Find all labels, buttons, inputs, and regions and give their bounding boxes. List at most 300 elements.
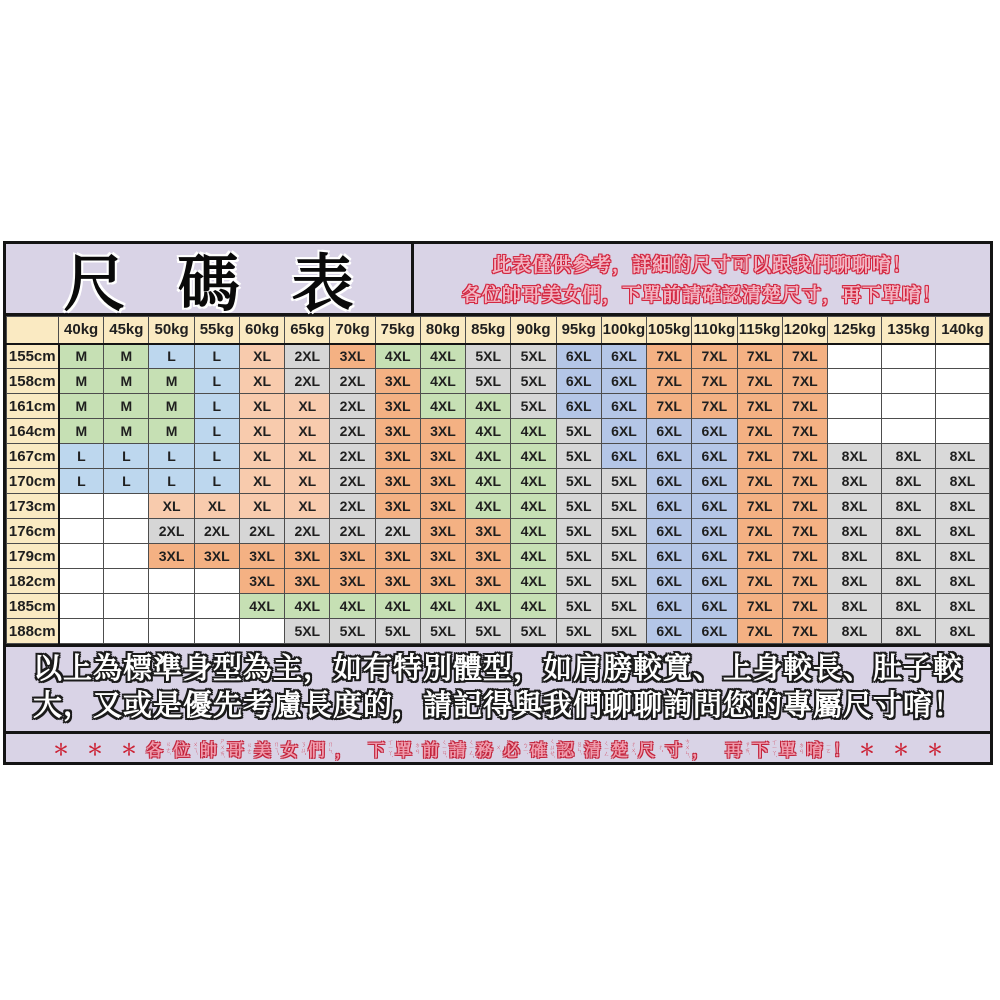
size-cell: 6XL [647,494,692,519]
size-cell: 6XL [692,544,737,569]
height-label-cell: 155cm [7,344,59,369]
empty-cell [59,494,104,519]
size-cell: 3XL [375,544,420,569]
size-cell: 8XL [882,544,936,569]
empty-cell [828,419,882,444]
size-cell: XL [239,344,284,369]
size-cell: 5XL [556,494,601,519]
size-cell: 7XL [737,469,782,494]
size-cell: L [104,444,149,469]
size-cell: 8XL [828,469,882,494]
size-cell: M [104,394,149,419]
ticker-char: 務 [476,740,493,760]
empty-cell [59,519,104,544]
size-cell: 7XL [782,369,827,394]
size-cell: 4XL [511,519,556,544]
size-cell: 7XL [647,344,692,369]
size-cell: 3XL [375,394,420,419]
ticker-star: ＊ [86,741,103,759]
size-chart-sheet [3,241,993,765]
title-panel [6,244,414,319]
size-cell: 4XL [239,594,284,619]
size-cell: 2XL [375,519,420,544]
size-cell: 5XL [601,469,646,494]
size-cell: 6XL [556,394,601,419]
ticker-star: ＊ [893,741,910,759]
empty-cell [104,594,149,619]
size-cell: XL [194,494,239,519]
size-cell: 4XL [511,594,556,619]
size-cell: L [194,469,239,494]
size-cell: 6XL [692,594,737,619]
size-cell: 7XL [737,619,782,644]
size-cell: M [59,419,104,444]
empty-cell [882,419,936,444]
weight-header-cell: 90kg [511,317,556,344]
ticker-zhuyin: ㄨㄟˋ [191,741,197,755]
height-label-cell: 182cm [7,569,59,594]
size-cell: 5XL [601,569,646,594]
size-cell: 2XL [330,469,375,494]
size-cell: 5XL [511,344,556,369]
size-cell: 5XL [511,619,556,644]
empty-cell [59,594,104,619]
ticker-char: 寸 [665,740,682,760]
size-cell: 8XL [828,444,882,469]
empty-cell [59,619,104,644]
ticker-char: 尺 [638,740,655,760]
footer-band [6,644,990,731]
weight-header-cell: 70kg [330,317,375,344]
ticker-char: 位 [173,740,190,760]
weight-header-cell: 105kg [647,317,692,344]
weight-header-cell: 50kg [149,317,194,344]
size-cell: 5XL [556,519,601,544]
empty-cell [828,394,882,419]
size-cell: 4XL [511,444,556,469]
size-cell: 2XL [330,519,375,544]
ticker-zhuyin: ㄉㄢ [797,742,803,754]
weight-header-cell: 100kg [601,317,646,344]
ticker-zhuyin: ㄋㄩˇ [299,741,305,755]
ticker-zhuyin: ㄒㄧㄚˋ [770,738,776,758]
ticker-zhuyin: ㄇㄟˇ [272,741,278,755]
size-cell: 3XL [420,544,465,569]
weight-header-row [7,317,990,344]
size-cell: 6XL [601,394,646,419]
ticker-char: 各 [146,740,163,760]
size-cell: 6XL [601,369,646,394]
ticker-char: 認 [557,740,574,760]
table-row [7,344,990,369]
size-cell: 7XL [647,394,692,419]
ticker-zhuyin: ㄑㄩㄝˋ [548,738,554,758]
size-cell: 7XL [782,569,827,594]
size-cell: M [149,394,194,419]
size-cell: 5XL [556,619,601,644]
size-cell: 4XL [420,344,465,369]
weight-header-cell: 140kg [936,317,990,344]
size-cell: XL [239,369,284,394]
size-cell: 6XL [692,469,737,494]
size-cell: 5XL [285,619,330,644]
ticker-zhuyin: ㄉㄢ [413,742,419,754]
ticker-char: 美 [254,740,271,760]
size-cell: XL [285,419,330,444]
size-cell: 2XL [239,519,284,544]
size-cell: 4XL [466,444,511,469]
weight-header-cell: 85kg [466,317,511,344]
size-cell: 5XL [601,594,646,619]
header-band [6,244,990,319]
size-cell: 7XL [782,519,827,544]
ticker-zhuyin: ㄍㄜˋ [164,741,170,755]
ticker-char: 哥 [227,740,244,760]
ticker-zhuyin: ㄖㄣˋ [575,741,581,755]
ticker-char: 帥 [200,740,217,760]
size-cell: XL [285,494,330,519]
size-cell: 7XL [782,419,827,444]
table-row [7,394,990,419]
size-cell: 6XL [692,444,737,469]
size-cell: 8XL [882,469,936,494]
size-cell: 3XL [420,569,465,594]
size-cell: 7XL [782,594,827,619]
size-cell: XL [239,444,284,469]
size-cell: 6XL [692,619,737,644]
ticker-char: 單 [395,740,412,760]
size-cell: XL [239,494,284,519]
footer-note-line1: 以上為標準身型為主，如有特別體型，如肩膀較寬、上身較長、肚子較 [32,653,963,685]
size-cell: XL [285,469,330,494]
table-row [7,494,990,519]
footer-note-line2: 大，又或是優先考慮長度的，請記得與我們聊聊詢問您的專屬尺寸唷！ [32,690,963,722]
ticker-zhuyin: ㄑㄧㄥ [602,739,608,757]
ticker-star: ＊ [52,741,69,759]
size-cell: 8XL [936,544,990,569]
empty-cell [104,494,149,519]
size-cell: 5XL [511,394,556,419]
empty-cell [149,619,194,644]
weight-header-cell: 45kg [104,317,149,344]
size-cell: 4XL [330,594,375,619]
size-cell: 7XL [782,494,827,519]
size-cell: 5XL [601,519,646,544]
ticker-char: 前 [422,740,439,760]
size-cell: 7XL [692,344,737,369]
size-cell: 3XL [466,569,511,594]
size-cell: M [104,419,149,444]
size-cell: 8XL [936,619,990,644]
size-cell: 6XL [647,419,692,444]
ticker-zhuyin: ㄇㄣ˙ [326,741,332,755]
size-cell: 5XL [511,369,556,394]
empty-cell [104,519,149,544]
empty-cell [936,394,990,419]
size-cell: 5XL [601,619,646,644]
size-cell: 4XL [511,494,556,519]
size-cell: 6XL [647,569,692,594]
header-note-line2: 各位帥哥美女們，下單前請確認清楚尺寸，再下單唷！ [461,285,942,306]
size-cell: L [194,419,239,444]
table-row [7,419,990,444]
empty-cell [936,344,990,369]
ticker-char: 下 [752,740,769,760]
size-cell: 4XL [285,594,330,619]
ticker-zhuyin: ㄔㄨˇ [629,741,635,755]
size-cell: 3XL [149,544,194,569]
size-cell: 8XL [936,469,990,494]
weight-header-cell: 40kg [59,317,104,344]
ticker-star: ＊ [859,741,876,759]
size-cell: 4XL [466,419,511,444]
size-cell: 3XL [420,469,465,494]
weight-header-cell: 115kg [737,317,782,344]
table-row [7,369,990,394]
size-cell: 8XL [882,569,936,594]
ticker-char: 確 [530,740,547,760]
ticker-zhuyin: ㄍㄜ [245,742,251,754]
ticker-star: ＊ [927,741,944,759]
size-cell: 2XL [330,394,375,419]
size-cell: XL [239,419,284,444]
size-cell: 6XL [601,344,646,369]
size-cell: 7XL [647,369,692,394]
ticker-zhuyin: ㄧㄛ [824,742,830,754]
ticker-char: 唷 [806,740,823,760]
table-row [7,594,990,619]
size-cell: 8XL [936,494,990,519]
size-cell: 6XL [647,594,692,619]
size-cell: M [104,369,149,394]
size-cell: 8XL [828,619,882,644]
size-cell: 7XL [782,619,827,644]
empty-cell [104,544,149,569]
size-cell: 8XL [882,519,936,544]
weight-header-cell: 80kg [420,317,465,344]
size-cell: L [149,469,194,494]
size-cell: 4XL [375,344,420,369]
empty-cell [239,619,284,644]
size-cell: 6XL [647,444,692,469]
size-cell: 7XL [737,344,782,369]
ticker-zhuyin: ㄒㄧㄚˋ [386,738,392,758]
size-cell: XL [239,469,284,494]
size-cell: 4XL [466,394,511,419]
weight-header-cell: 95kg [556,317,601,344]
size-table-body [7,344,990,644]
size-cell: M [149,419,194,444]
empty-cell [59,544,104,569]
table-row [7,619,990,644]
size-cell: 2XL [330,419,375,444]
size-cell: 7XL [737,594,782,619]
size-table-head [7,317,990,344]
size-cell: 4XL [466,594,511,619]
size-cell: 8XL [936,444,990,469]
ticker-char: ！ [833,740,850,760]
size-cell: M [59,394,104,419]
size-cell: 5XL [601,544,646,569]
size-cell: 3XL [466,544,511,569]
size-cell: 2XL [330,494,375,519]
size-cell: 3XL [375,369,420,394]
size-cell: 7XL [737,369,782,394]
table-row [7,569,990,594]
size-cell: 3XL [330,569,375,594]
size-cell: L [194,394,239,419]
size-cell: L [59,444,104,469]
size-cell: 6XL [647,469,692,494]
size-cell: 6XL [556,344,601,369]
size-cell: 4XL [466,469,511,494]
size-cell: 3XL [420,444,465,469]
empty-cell [194,569,239,594]
size-cell: 7XL [737,519,782,544]
size-cell: 3XL [420,494,465,519]
size-cell: 7XL [737,444,782,469]
size-cell: 7XL [782,469,827,494]
size-table [6,316,990,644]
size-cell: 8XL [828,544,882,569]
size-cell: 3XL [239,544,284,569]
size-cell: 8XL [882,594,936,619]
size-cell: 3XL [194,544,239,569]
size-cell: 7XL [782,344,827,369]
ticker-zhuyin: ㄑㄧㄢˊ [440,738,446,758]
size-cell: 7XL [737,419,782,444]
size-cell: 3XL [330,544,375,569]
size-cell: 5XL [556,569,601,594]
header-note-line1: 此表僅供參考，詳細的尺寸可以跟我們聊聊唷！ [491,255,912,276]
ticker-char: 女 [281,740,298,760]
size-cell: 8XL [936,594,990,619]
ticker-zhuyin: ㄅㄧˋ [521,741,527,755]
ticker-char: 單 [779,740,796,760]
size-cell: 4XL [420,594,465,619]
size-cell: 7XL [692,369,737,394]
size-cell: M [149,369,194,394]
height-label-cell: 161cm [7,394,59,419]
empty-cell [59,569,104,594]
size-cell: 3XL [375,444,420,469]
size-cell: 7XL [737,394,782,419]
size-cell: 5XL [556,469,601,494]
size-cell: M [59,369,104,394]
size-cell: 4XL [511,419,556,444]
size-cell: 8XL [882,494,936,519]
size-cell: 7XL [782,444,827,469]
size-cell: 5XL [556,444,601,469]
size-cell: 3XL [375,419,420,444]
size-cell: 6XL [692,494,737,519]
size-cell: L [104,469,149,494]
size-cell: M [59,344,104,369]
size-cell: 3XL [466,519,511,544]
size-cell: 7XL [782,394,827,419]
ticker-zhuyin: ㄔˇ [656,744,662,752]
size-cell: 6XL [556,369,601,394]
size-cell: 3XL [285,569,330,594]
size-cell: 3XL [330,344,375,369]
size-cell: 3XL [420,519,465,544]
size-cell: M [104,344,149,369]
weight-header-cell: 60kg [239,317,284,344]
size-cell: 5XL [420,619,465,644]
size-cell: 4XL [511,544,556,569]
ticker-char: 楚 [611,740,628,760]
height-label-cell: 164cm [7,419,59,444]
height-label-cell: 179cm [7,544,59,569]
ticker-char: 再 [725,740,742,760]
ticker-zhuyin: ㄨˋ [494,744,500,752]
bottom-ticker [6,731,990,762]
size-cell: 5XL [466,369,511,394]
size-cell: 6XL [647,544,692,569]
page-title: 尺碼表 [63,250,406,319]
ticker-star: ＊ [120,741,137,759]
size-cell: L [194,344,239,369]
size-cell: 3XL [420,419,465,444]
height-label-cell: 185cm [7,594,59,619]
size-cell: 6XL [601,419,646,444]
size-cell: 4XL [466,494,511,519]
size-cell: 6XL [647,519,692,544]
size-cell: 5XL [375,619,420,644]
size-cell: 7XL [782,544,827,569]
size-cell: 8XL [936,569,990,594]
height-label-cell: 188cm [7,619,59,644]
size-cell: 8XL [828,569,882,594]
size-cell: L [194,369,239,394]
empty-cell [882,344,936,369]
size-cell: 2XL [285,344,330,369]
size-cell: 5XL [601,494,646,519]
empty-cell [828,369,882,394]
header-note-panel [414,244,990,313]
size-cell: XL [239,394,284,419]
size-cell: 3XL [375,494,420,519]
ticker-zhuyin: ㄕㄨㄞˋ [218,738,224,758]
height-label-cell: 173cm [7,494,59,519]
size-cell: 8XL [828,594,882,619]
size-cell: 2XL [194,519,239,544]
ticker-char: 請 [449,740,466,760]
empty-cell [104,569,149,594]
table-row [7,444,990,469]
size-cell: XL [149,494,194,519]
ticker-char: 們 [308,740,325,760]
weight-header-cell: 55kg [194,317,239,344]
size-cell: 7XL [737,494,782,519]
empty-cell [882,394,936,419]
ticker-zhuyin: ㄗㄞˋ [743,741,749,755]
ticker-char: 清 [584,740,601,760]
size-cell: 2XL [330,369,375,394]
empty-cell [149,594,194,619]
weight-header-cell: 125kg [828,317,882,344]
empty-cell [194,594,239,619]
height-label-cell: 176cm [7,519,59,544]
size-cell: 6XL [647,619,692,644]
table-row [7,519,990,544]
empty-cell [936,369,990,394]
weight-header-cell: 135kg [882,317,936,344]
size-cell: 3XL [375,469,420,494]
size-cell: 5XL [556,544,601,569]
ticker-char: 下 [368,740,385,760]
size-cell: 7XL [737,569,782,594]
